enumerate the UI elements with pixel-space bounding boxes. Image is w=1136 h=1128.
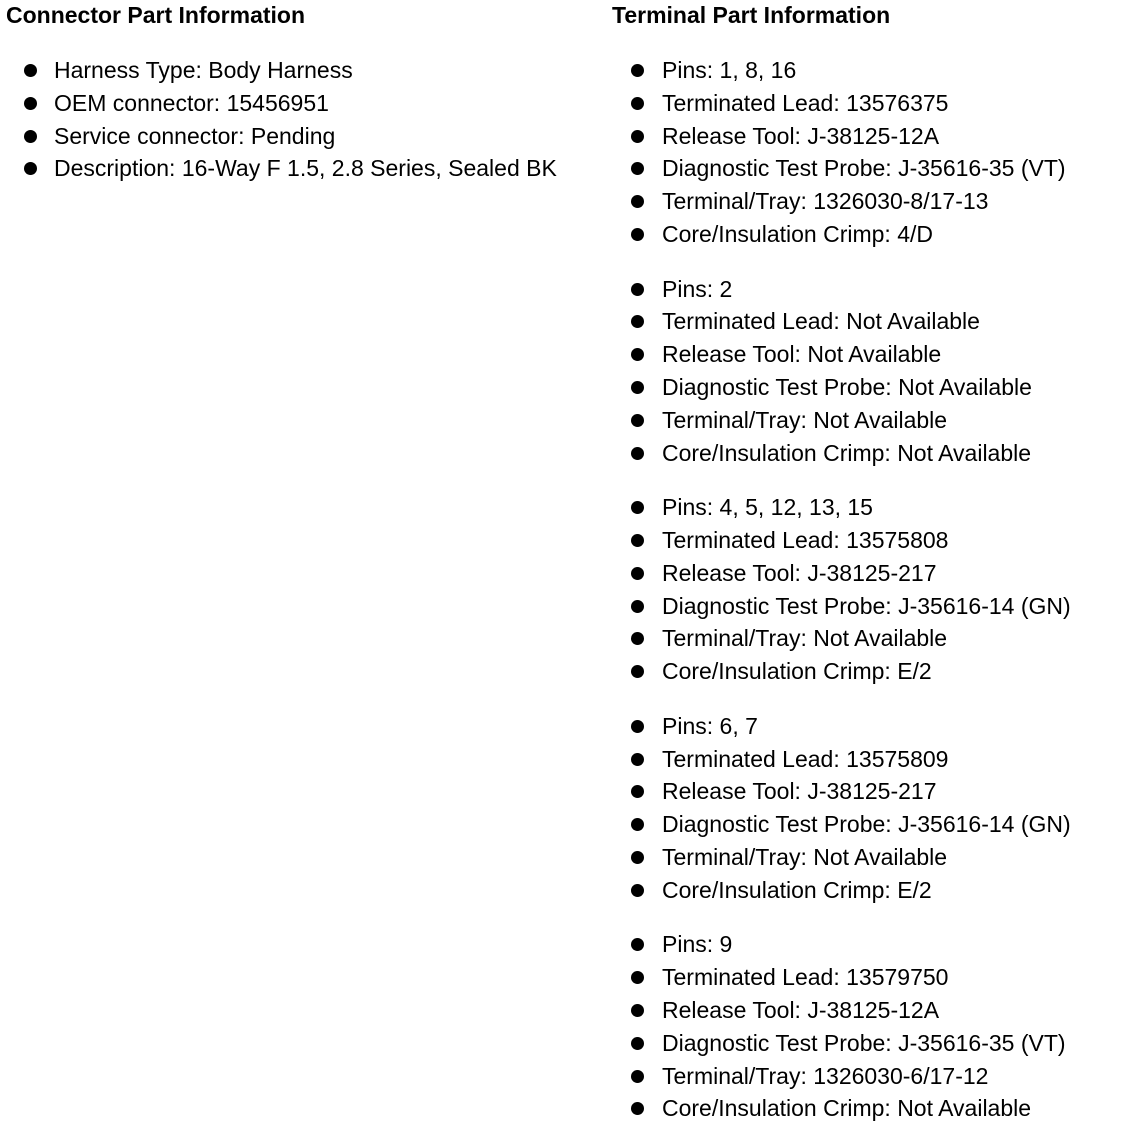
list-item <box>612 404 1132 437</box>
list-item-text: Diagnostic Test Probe: Not Available <box>662 373 1032 400</box>
list-item <box>612 185 1132 218</box>
bullet-icon <box>24 64 37 77</box>
list-item <box>612 590 1132 623</box>
bullet-icon <box>631 971 644 984</box>
terminal-group <box>612 710 1132 907</box>
list-item <box>612 491 1132 524</box>
bullet-icon <box>24 97 37 110</box>
connector-section <box>6 0 606 185</box>
bullet-icon <box>631 64 644 77</box>
list-item <box>612 371 1132 404</box>
bullet-icon <box>631 534 644 547</box>
list-item <box>612 54 1132 87</box>
list-item <box>612 305 1132 338</box>
bullet-icon <box>631 381 644 394</box>
list-item-text: Terminal/Tray: 1326030-8/17-13 <box>662 188 989 215</box>
list-item <box>612 218 1132 251</box>
list-item <box>612 1092 1132 1125</box>
list-item <box>612 622 1132 655</box>
list-item <box>6 54 606 87</box>
list-item-text: Terminated Lead: 13575809 <box>662 745 949 772</box>
bullet-icon <box>631 447 644 460</box>
list-item-text: Diagnostic Test Probe: J-35616-14 (GN) <box>662 811 1071 838</box>
list-item-text: Release Tool: J-38125-217 <box>662 559 937 586</box>
list-item-text: Pins: 1, 8, 16 <box>662 57 797 83</box>
bullet-icon <box>631 938 644 951</box>
bullet-icon <box>631 665 644 678</box>
list-item <box>612 655 1132 688</box>
list-item <box>612 338 1132 371</box>
list-item-text: Terminated Lead: 13579750 <box>662 964 949 991</box>
bullet-icon <box>631 97 644 110</box>
bullet-icon <box>631 1102 644 1115</box>
bullet-icon <box>631 600 644 613</box>
bullet-icon <box>631 1004 644 1017</box>
list-item-text: Terminal/Tray: 1326030-6/17-12 <box>662 1062 989 1089</box>
terminal-group <box>612 273 1132 470</box>
bullet-icon <box>24 130 37 143</box>
list-item <box>612 841 1132 874</box>
list-item-text: Terminal/Tray: Not Available <box>662 625 948 652</box>
terminal-heading: Terminal Part Information <box>612 2 891 28</box>
bullet-icon <box>631 1070 644 1083</box>
list-item-text: Release Tool: J-38125-12A <box>662 996 940 1023</box>
list-item-text: Pins: 9 <box>662 931 733 958</box>
list-item-text: Diagnostic Test Probe: J-35616-14 (GN) <box>662 592 1071 619</box>
list-item-text: Diagnostic Test Probe: J-35616-35 (VT) <box>662 1029 1066 1056</box>
terminal-group <box>612 928 1132 1125</box>
list-item <box>612 524 1132 557</box>
connector-heading: Connector Part Information <box>6 2 306 28</box>
list-item <box>612 743 1132 776</box>
list-item <box>612 808 1132 841</box>
connector-list <box>6 54 606 185</box>
list-item <box>612 273 1132 306</box>
list-item <box>612 87 1132 120</box>
list-item <box>6 87 606 120</box>
terminal-section <box>612 0 1132 1125</box>
terminal-group <box>612 491 1132 688</box>
bullet-icon <box>631 283 644 296</box>
list-item-text: Description: 16-Way F 1.5, 2.8 Series, Sealed BK <box>54 155 557 182</box>
bullet-icon <box>631 348 644 361</box>
list-item-text: Core/Insulation Crimp: 4/D <box>662 220 933 247</box>
list-item-text: Terminated Lead: 13576375 <box>662 89 949 116</box>
list-item <box>612 1027 1132 1060</box>
bullet-icon <box>631 720 644 733</box>
list-item <box>612 120 1132 153</box>
list-item-text: Pins: 2 <box>662 275 733 302</box>
list-item-text: Release Tool: J-38125-12A <box>662 122 940 149</box>
bullet-icon <box>631 785 644 798</box>
bullet-icon <box>631 567 644 580</box>
list-item <box>6 120 606 153</box>
bullet-icon <box>631 818 644 831</box>
bullet-icon <box>631 195 644 208</box>
list-item-text: Pins: 4, 5, 12, 13, 15 <box>662 494 873 521</box>
list-item-text: Release Tool: Not Available <box>662 341 942 368</box>
bullet-icon <box>631 753 644 766</box>
list-item-text: Diagnostic Test Probe: J-35616-35 (VT) <box>662 155 1066 182</box>
list-item-text: Core/Insulation Crimp: Not Available <box>662 439 1032 466</box>
list-item-text: Core/Insulation Crimp: Not Available <box>662 1095 1032 1122</box>
bullet-icon <box>631 884 644 897</box>
list-item <box>612 152 1132 185</box>
list-item-text: Pins: 6, 7 <box>662 712 758 739</box>
list-item <box>612 1060 1132 1093</box>
list-item-text: OEM connector: 15456951 <box>54 89 329 116</box>
list-item-text: Core/Insulation Crimp: E/2 <box>662 658 932 685</box>
list-item-text: Terminated Lead: Not Available <box>662 308 980 335</box>
list-item <box>612 437 1132 470</box>
list-item <box>612 928 1132 961</box>
list-item-text: Core/Insulation Crimp: E/2 <box>662 876 932 903</box>
bullet-icon <box>631 130 644 143</box>
list-item <box>612 961 1132 994</box>
bullet-icon <box>631 414 644 427</box>
list-item <box>612 775 1132 808</box>
list-item-text: Release Tool: J-38125-217 <box>662 778 937 805</box>
list-item <box>612 994 1132 1027</box>
list-item-text: Harness Type: Body Harness <box>54 57 353 83</box>
bullet-icon <box>631 501 644 514</box>
bullet-icon <box>631 851 644 864</box>
bullet-icon <box>631 162 644 175</box>
list-item <box>612 557 1132 590</box>
list-item <box>612 874 1132 907</box>
list-item-text: Terminated Lead: 13575808 <box>662 526 949 553</box>
bullet-icon <box>631 632 644 645</box>
list-item-text: Terminal/Tray: Not Available <box>662 843 948 870</box>
terminal-group <box>612 54 1132 251</box>
list-item-text: Service connector: Pending <box>54 122 336 149</box>
bullet-icon <box>631 228 644 241</box>
bullet-icon <box>631 1037 644 1050</box>
list-item <box>6 152 606 185</box>
bullet-icon <box>631 315 644 328</box>
list-item <box>612 710 1132 743</box>
list-item-text: Terminal/Tray: Not Available <box>662 406 948 433</box>
bullet-icon <box>24 162 37 175</box>
